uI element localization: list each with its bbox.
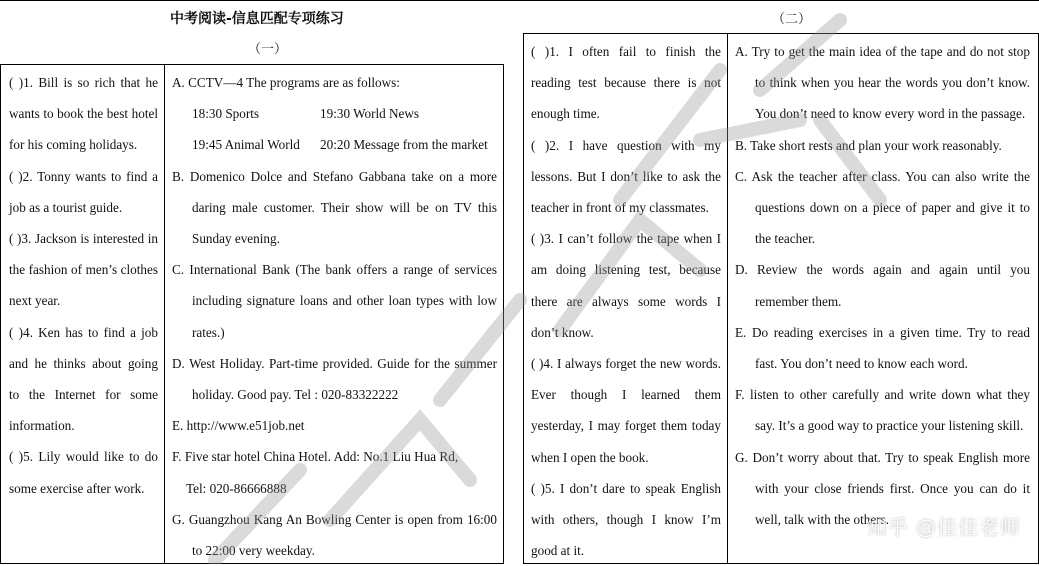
right-option-d: D. Review the words again and again until you remember them. xyxy=(735,262,1030,309)
right-question-2: ( )2. I have question with my lessons. But I don’t like to ask the teacher in front of my classmates. xyxy=(531,137,721,216)
program-world-news: 19:30 World News xyxy=(320,106,420,122)
section-label-2: （二） xyxy=(772,12,812,27)
left-question-1: ( )1. Bill is so rich that he wants to book the best hotel for his coming holidays. xyxy=(9,75,158,153)
right-questions-column xyxy=(524,34,728,563)
left-option-a-line3 xyxy=(172,129,497,160)
left-option-c: C. International Bank (The bank offers a range of services including signature loans and other loan types with low rates.) xyxy=(172,262,497,340)
left-option-a-line1: A. CCTV—4 The programs are as follows: xyxy=(172,75,400,90)
left-option-b: B. Domenico Dolce and Stefano Gabbana take on a more daring male customer. Their show will be on TV this Sunday evening. xyxy=(172,168,497,247)
left-questions-column xyxy=(1,65,165,563)
program-animal-world: 19:45 Animal World xyxy=(192,137,300,153)
right-table xyxy=(523,33,1039,564)
right-question-1: ( )1. I often fail to finish the reading test because there is not enough time. xyxy=(531,44,721,122)
left-option-g: G. Guangzhou Kang An Bowling Center is open from 16:00 to 22:00 very weekday. xyxy=(172,511,497,559)
left-option-f-line1: F. Five star hotel China Hotel. Add: No.1 Liu Hua Rd, xyxy=(172,449,459,465)
right-option-e: E. Do reading exercises in a given time. Try to read fast. You don’t need to know each word. xyxy=(735,324,1030,372)
left-option-f-line2: Tel: 020-86666888 xyxy=(186,480,287,496)
left-option-e: E. http://www.e51job.net xyxy=(172,418,305,434)
right-option-g: G. Don’t worry about that. Try to speak English more with your close friends first. Once you can do it well, talk with the others. xyxy=(735,449,1030,528)
right-question-list xyxy=(531,36,721,566)
right-question-5: ( )5. I don’t dare to speak English with others, though I know I’m good at it. xyxy=(531,480,721,559)
right-options-column xyxy=(728,34,1038,563)
right-question-4: ( )4. I always forget the new words. Ever though I learned them yesterday, I may forget them today when I open the book. xyxy=(531,356,721,465)
left-question-2: ( )2. Tonny wants to find a job as a tourist guide. xyxy=(9,168,158,215)
right-option-f: F. listen to other carefully and write down what they say. It’s a good way to practice your listening skill. xyxy=(735,387,1030,434)
left-table xyxy=(0,64,504,564)
page-title: 中考阅读-信息匹配专项练习 xyxy=(170,11,344,27)
right-question-3: ( )3. I can’t follow the tape when I am doing listening test, because there are always some words I don’t know. xyxy=(531,231,721,340)
right-option-b: B. Take short rests and plan your work reasonably. xyxy=(735,137,1002,153)
left-options-column xyxy=(165,65,503,563)
left-question-5: ( )5. Lily would like to do some exercise after work. xyxy=(9,449,158,496)
site-watermark: 知乎 @佳佳老师 xyxy=(866,515,1021,539)
right-option-list xyxy=(735,36,1030,535)
left-question-list xyxy=(9,67,158,504)
left-question-3: ( )3. Jackson is interested in the fashion of men’s clothes next year. xyxy=(9,231,158,309)
left-option-d: D. West Holiday. Part-time provided. Guide for the summer holiday. Good pay. Tel : 020-83322222 xyxy=(172,355,497,403)
right-option-c: C. Ask the teacher after class. You can also write the questions down on a piece of paper and give it to the teacher. xyxy=(735,168,1030,247)
program-sports: 18:30 Sports xyxy=(192,106,260,122)
right-option-a: A. Try to get the main idea of the tape and do not stop to think when you hear the words you don’t know. You don’t need to know every word in the passage. xyxy=(735,44,1030,122)
section-label-1: （一） xyxy=(248,42,288,57)
top-rule xyxy=(0,0,1039,1)
left-option-list xyxy=(172,67,497,566)
program-market-message: 20:20 Message from the market xyxy=(320,137,488,153)
left-option-a-line2 xyxy=(172,98,497,129)
left-question-4: ( )4. Ken has to find a job and he thinks about going to the Internet for some information. xyxy=(9,324,158,434)
